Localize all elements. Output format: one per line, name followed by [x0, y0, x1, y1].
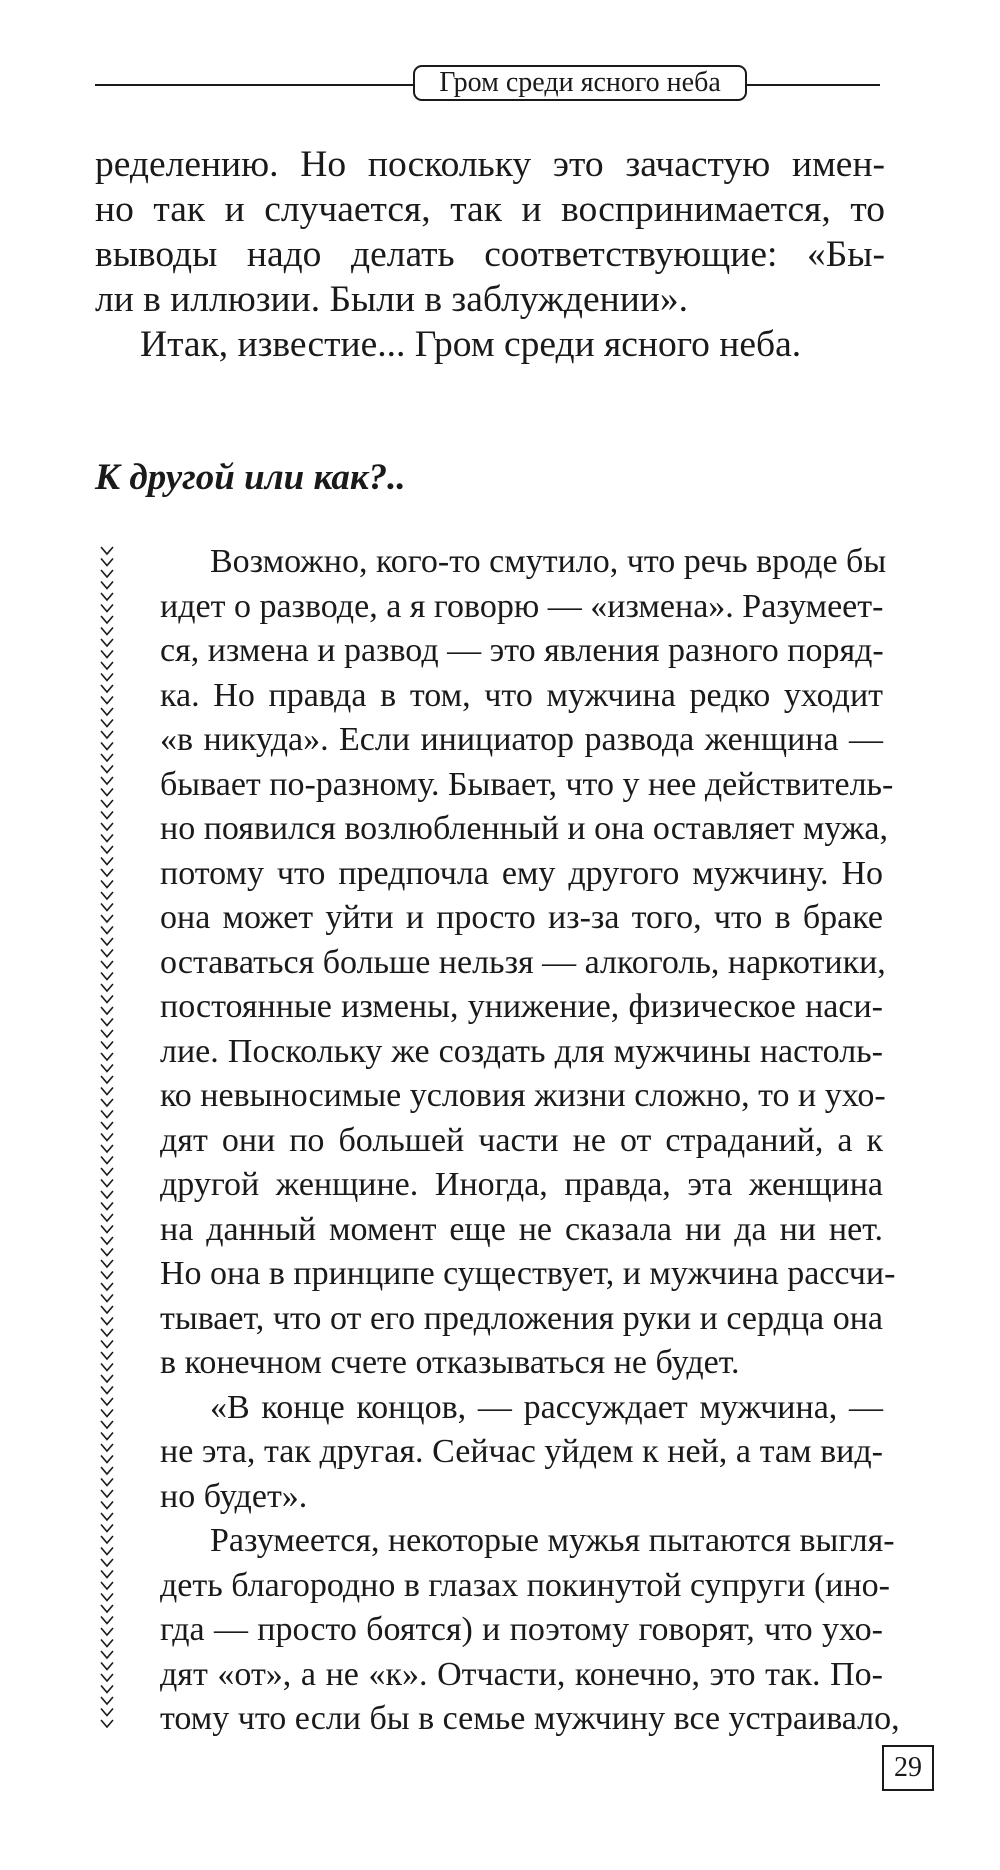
- text-line: другой женщине. Иногда, правда, эта женщина: [160, 1166, 883, 1203]
- text-line: «В конце концов, — рассуждает мужчина, —: [210, 1388, 883, 1426]
- text-line: лие. Поскольку же создать для мужчины настоль-: [160, 1032, 883, 1070]
- text-line: дят «от», а не «к». Отчасти, конечно, это так. По-: [160, 1655, 883, 1693]
- text-line: дят они по большей части не от страданий, а к: [160, 1121, 883, 1159]
- text-line: в конечном счете отказываться не будет.: [160, 1344, 740, 1381]
- text-line: постоянные измены, унижение, физическое наси-: [160, 988, 883, 1025]
- text-line: оставаться больше нельзя — алкоголь, наркотики,: [160, 943, 886, 981]
- text-line: потому что предпочла ему другого мужчину. Но: [160, 854, 883, 892]
- closing-line: Итак, известие... Гром среди ясного неба.: [140, 324, 802, 365]
- header-rule-right: [745, 84, 880, 86]
- text-line: тывает, что от его предложения руки и сердца она: [160, 1299, 883, 1337]
- text-line: ся, измена и развод — это явления разного поряд-: [160, 632, 884, 669]
- text-line: деть благородно в глазах покинутой супруги (ино-: [160, 1566, 891, 1604]
- text-line: ределению. Но поскольку это зачастую имен-: [95, 144, 885, 185]
- intro-paragraph: [95, 142, 885, 367]
- text-line: но так и случается, так и воспринимается, то: [95, 189, 885, 230]
- text-line: не эта, так другая. Сейчас уйдем к ней, а там вид-: [160, 1433, 883, 1470]
- text-line: тому что если бы в семье мужчину все устраивало,: [160, 1700, 900, 1737]
- text-line: гда — просто боятся) и поэтому говорят, что ухо-: [160, 1611, 883, 1648]
- text-line: выводы надо делать соответствующие: «Бы-: [95, 234, 885, 275]
- text-line: на данный момент еще не сказала ни да ни нет.: [160, 1210, 883, 1248]
- header-rule-left: [95, 84, 415, 86]
- text-line: но появился возлюбленный и она оставляет мужа,: [160, 810, 888, 847]
- text-line: ка. Но правда в том, что мужчина редко уходит: [160, 676, 883, 714]
- text-line: Возможно, кого-то смутило, что речь вроде бы: [210, 543, 887, 580]
- text-line: но будет».: [160, 1477, 308, 1515]
- text-line: Разумеется, некоторые мужья пытаются выгля-: [210, 1522, 895, 1559]
- text-line: идет о разводе, а я говорю — «измена». Разумеет-: [160, 587, 884, 625]
- vertical-chevron-border-icon: [98, 545, 116, 1735]
- text-line: она может уйти и просто из-за того, что в браке: [160, 899, 883, 936]
- running-header: [95, 62, 880, 106]
- text-line: бывает по-разному. Бывает, что у нее действитель-: [160, 765, 894, 803]
- text-line: Но она в принципе существует, и мужчина рассчи-: [160, 1255, 896, 1292]
- text-line: ко невыносимые условия жизни сложно, то и ухо-: [160, 1077, 886, 1114]
- section-body: [160, 540, 900, 1742]
- section-heading: К другой или как?..: [95, 457, 406, 498]
- running-header-title: Гром среди ясного неба: [413, 65, 747, 101]
- text-line: ли в иллюзии. Были в заблуждении».: [95, 279, 688, 320]
- page-number: 29: [882, 1745, 934, 1791]
- text-line: «в никуда». Если инициатор развода женщина —: [160, 721, 883, 758]
